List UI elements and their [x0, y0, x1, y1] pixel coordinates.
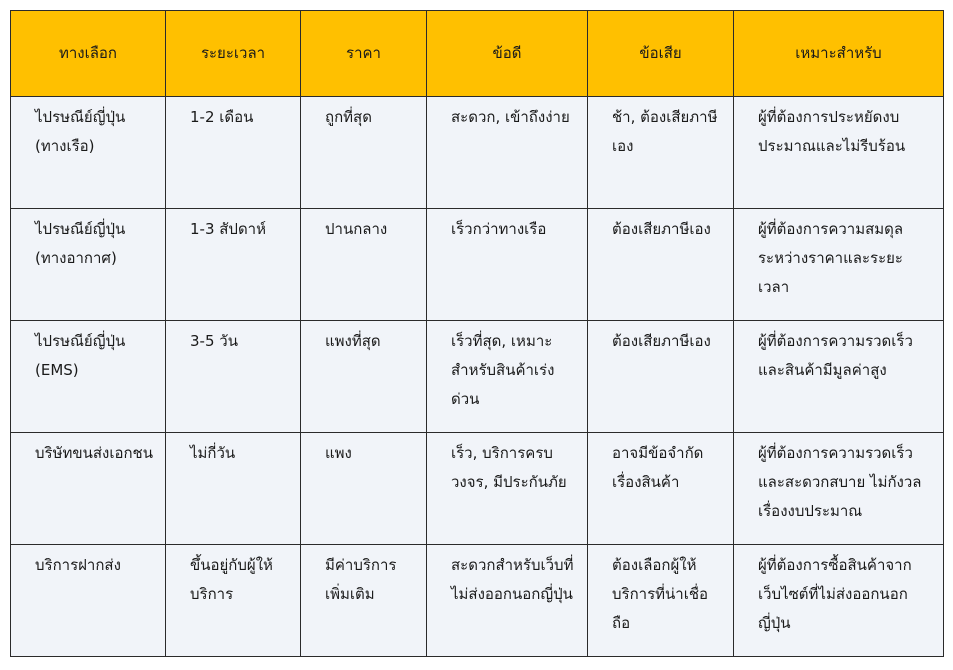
comparison-table-container — [10, 10, 944, 657]
cell-cons: ต้องเสียภาษีเอง — [588, 321, 734, 433]
cell-suitable-for: ผู้ที่ต้องการซื้อสินค้าจากเว็บไซต์ที่ไม่ส่งออกนอกญี่ปุ่น — [734, 545, 944, 657]
header-suitable-for: เหมาะสำหรับ — [734, 11, 944, 97]
cell-option: ไปรษณีย์ญี่ปุ่น (EMS) — [11, 321, 166, 433]
cell-suitable-for: ผู้ที่ต้องการความสมดุลระหว่างราคาและระยะเวลา — [734, 209, 944, 321]
shipping-options-table — [10, 10, 944, 657]
cell-option: บริการฝากส่ง — [11, 545, 166, 657]
cell-option: ไปรษณีย์ญี่ปุ่น (ทางเรือ) — [11, 97, 166, 209]
cell-duration: 3-5 วัน — [166, 321, 301, 433]
header-price: ราคา — [301, 11, 427, 97]
cell-price: มีค่าบริการเพิ่มเติม — [301, 545, 427, 657]
cell-cons: อาจมีข้อจำกัดเรื่องสินค้า — [588, 433, 734, 545]
cell-option: บริษัทขนส่งเอกชน — [11, 433, 166, 545]
table-row — [11, 209, 944, 321]
cell-price: ปานกลาง — [301, 209, 427, 321]
cell-suitable-for: ผู้ที่ต้องการประหยัดงบประมาณและไม่รีบร้อน — [734, 97, 944, 209]
cell-cons: ช้า, ต้องเสียภาษีเอง — [588, 97, 734, 209]
cell-option: ไปรษณีย์ญี่ปุ่น (ทางอากาศ) — [11, 209, 166, 321]
cell-pros: สะดวกสำหรับเว็บที่ไม่ส่งออกนอกญี่ปุ่น — [427, 545, 588, 657]
cell-duration: 1-3 สัปดาห์ — [166, 209, 301, 321]
cell-duration: ขึ้นอยู่กับผู้ให้บริการ — [166, 545, 301, 657]
cell-duration: 1-2 เดือน — [166, 97, 301, 209]
table-row — [11, 545, 944, 657]
header-row — [11, 11, 944, 97]
header-pros: ข้อดี — [427, 11, 588, 97]
cell-cons: ต้องเลือกผู้ให้บริการที่น่าเชื่อถือ — [588, 545, 734, 657]
cell-suitable-for: ผู้ที่ต้องการความรวดเร็วและสินค้ามีมูลค่าสูง — [734, 321, 944, 433]
header-option: ทางเลือก — [11, 11, 166, 97]
cell-duration: ไม่กี่วัน — [166, 433, 301, 545]
cell-price: ถูกที่สุด — [301, 97, 427, 209]
cell-pros: เร็วกว่าทางเรือ — [427, 209, 588, 321]
cell-pros: เร็วที่สุด, เหมาะสำหรับสินค้าเร่งด่วน — [427, 321, 588, 433]
cell-suitable-for: ผู้ที่ต้องการความรวดเร็วและสะดวกสบาย ไม่กังวลเรื่องงบประมาณ — [734, 433, 944, 545]
table-row — [11, 433, 944, 545]
table-row — [11, 97, 944, 209]
cell-cons: ต้องเสียภาษีเอง — [588, 209, 734, 321]
cell-pros: เร็ว, บริการครบวงจร, มีประกันภัย — [427, 433, 588, 545]
header-duration: ระยะเวลา — [166, 11, 301, 97]
table-body — [11, 97, 944, 657]
table-header — [11, 11, 944, 97]
table-row — [11, 321, 944, 433]
header-cons: ข้อเสีย — [588, 11, 734, 97]
cell-price: แพงที่สุด — [301, 321, 427, 433]
cell-price: แพง — [301, 433, 427, 545]
cell-pros: สะดวก, เข้าถึงง่าย — [427, 97, 588, 209]
